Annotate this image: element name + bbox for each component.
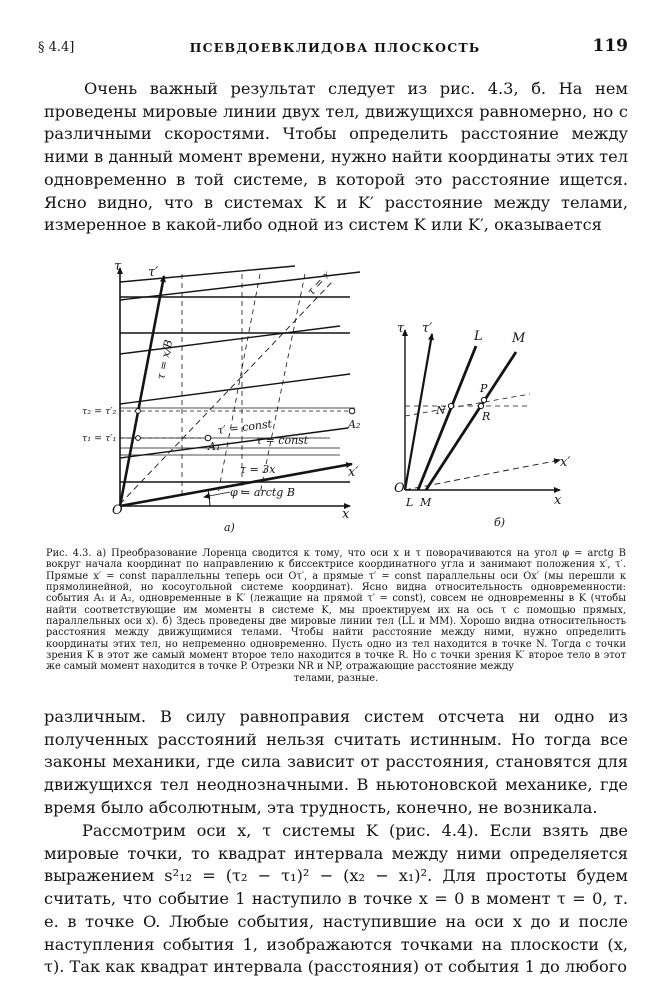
b-label-l-bottom: L xyxy=(406,496,414,509)
label-panel-b: б) xyxy=(494,516,506,529)
label-a1: A₁ xyxy=(208,440,221,453)
b-label-l-top: L xyxy=(474,329,483,344)
label-panel-a: а) xyxy=(224,521,235,534)
bisector-line xyxy=(120,282,332,504)
page-number: 119 xyxy=(592,36,628,56)
event-a2 xyxy=(349,408,355,414)
b-label-tau: τ xyxy=(397,321,405,336)
b-label-r: R xyxy=(482,410,491,423)
label-phi: φ = arctg B xyxy=(230,486,295,499)
x-prime-axis xyxy=(120,464,352,506)
label-tau-prime-const: τ′ = const xyxy=(216,417,273,437)
b-label-origin: O xyxy=(394,481,405,496)
angle-arc xyxy=(208,490,210,506)
figure-4-3 xyxy=(82,254,590,544)
label-tau2: τ₂ = τ′₂ xyxy=(82,406,117,417)
paragraph-2: различным. В силу равноправия систем отсчета ни одно из полученных расстояний нельзя считать истинным. Но тогда все законы механики, где сила зависит от расстояния, становятся для движущихся тел неоднозначными. В ньютоновской механике, где время было абсолютным, эта трудность, конечно, не возникала. xyxy=(44,707,628,817)
caption-body: Рис. 4.3. а) Преобразование Лоренца сводится к тому, что оси x и τ поворачиваются на угол φ = arctg B вокруг начала координат по направлению к биссектрисе координатного угла и занимают положения x′, τ′. Прямые x′ = const параллельны теперь оси Oτ′, а прямые τ′ = const параллельны оси Ox′ (мы перешли к прямолинейной, но косоугольной системе координат). Ясно видна относительность одновременности: события A₁ и A₂, одновременные в K′ (лежащие на прямой τ′ = const), совсем не одновременны в K (чтобы найти соответствующие им моменты в системе K, мы проектируем их на ось τ с помощью прямых, параллельных оси x). б) Здесь проведены две мировые линии тел (LL и MM). Хорошо видна относительность расстояния между движущимися телами. Чтобы найти расстояние между ними, нужно определить координаты этих тел, но непременно одновременно. Пусть одно из тел находится в точке N. Тогда с точки зрения K в этот же самый момент второе тело находится в точке R. Но с точки зрения K′ второе тело в этот же самый момент находится в точке P. Отрезки NR и NP, отражающие расстояние между xyxy=(46,548,626,673)
x-prime-const-dashed xyxy=(218,274,260,494)
b-label-x: x xyxy=(554,493,562,508)
label-tau-const: τ = const xyxy=(256,434,309,447)
tau2-mark xyxy=(136,409,141,414)
point-p xyxy=(481,397,486,402)
section-ref: § 4.4] xyxy=(38,40,75,55)
figure-svg xyxy=(82,254,590,544)
label-tau-x-over-b: τ = x/B xyxy=(154,338,176,381)
worldline-mm xyxy=(426,352,516,490)
label-tau-prime: τ′ xyxy=(148,265,159,280)
point-r xyxy=(478,403,483,408)
x-prime-const-dashed xyxy=(260,274,305,494)
b-label-m-bottom: M xyxy=(420,496,432,509)
dashed-np xyxy=(405,394,530,416)
b-label-p: P xyxy=(480,382,488,395)
b-label-x-prime: x′ xyxy=(560,455,571,470)
panel-b-labels xyxy=(394,321,570,529)
label-a2: A₂ xyxy=(348,418,361,431)
tau-prime-axis xyxy=(120,276,164,506)
tau1-mark xyxy=(136,436,141,441)
b-label-m-top: M xyxy=(512,331,526,346)
page-header xyxy=(0,36,670,60)
label-tau: τ xyxy=(114,259,122,274)
angle-arrow xyxy=(204,492,230,497)
label-tau-eq-x: τ = x xyxy=(304,268,334,299)
paragraph-1: Очень важный результат следует из рис. 4.3, б. На нем проведены мировые линии двух тел, движущихся равномерно, но с различными скоростями. Чтобы определить расстояние между ними в данный момент времени, нужно найти координаты этих тел одновременно в той системе, в которой это расстояние ищется. Ясно видно, что в системах K и K′ расстояние между телами, измеренное в какой-либо одной из систем K или K′, оказывается xyxy=(44,79,628,235)
figure-caption xyxy=(46,548,626,684)
label-x: x xyxy=(342,507,350,522)
b-label-n: N xyxy=(436,404,446,417)
label-x-prime: x′ xyxy=(348,465,359,480)
paragraph-3: Рассмотрим оси x, τ системы K (рис. 4.4). Если взять две мировые точки, то квадрат интервала между ними определяется выражением s²₁₂ = (τ₂ − τ₁)² − (x₂ − x₁)². Для простоты будем считать, что событие 1 наступило в точке x = 0 в момент τ = 0, т. е. в точке O. Любые события, наступившие на оси x до и после наступления события 1, изображаются точками на плоскости (x, τ). Так как квадрат интервала (расстояния) от события 1 до любого xyxy=(44,821,628,977)
label-tau1: τ₁ = τ′₁ xyxy=(82,433,117,444)
label-tau-3x: τ = 3x xyxy=(240,463,276,476)
point-n xyxy=(448,403,453,408)
b-label-tau-prime: τ′ xyxy=(422,321,433,336)
caption-last-line: телами, разные. xyxy=(293,672,379,684)
tau-prime-const-line xyxy=(120,266,295,282)
running-title: ПСЕВДОЕВКЛИДОВА ПЛОСКОСТЬ xyxy=(189,40,481,55)
label-origin: O xyxy=(112,503,123,518)
